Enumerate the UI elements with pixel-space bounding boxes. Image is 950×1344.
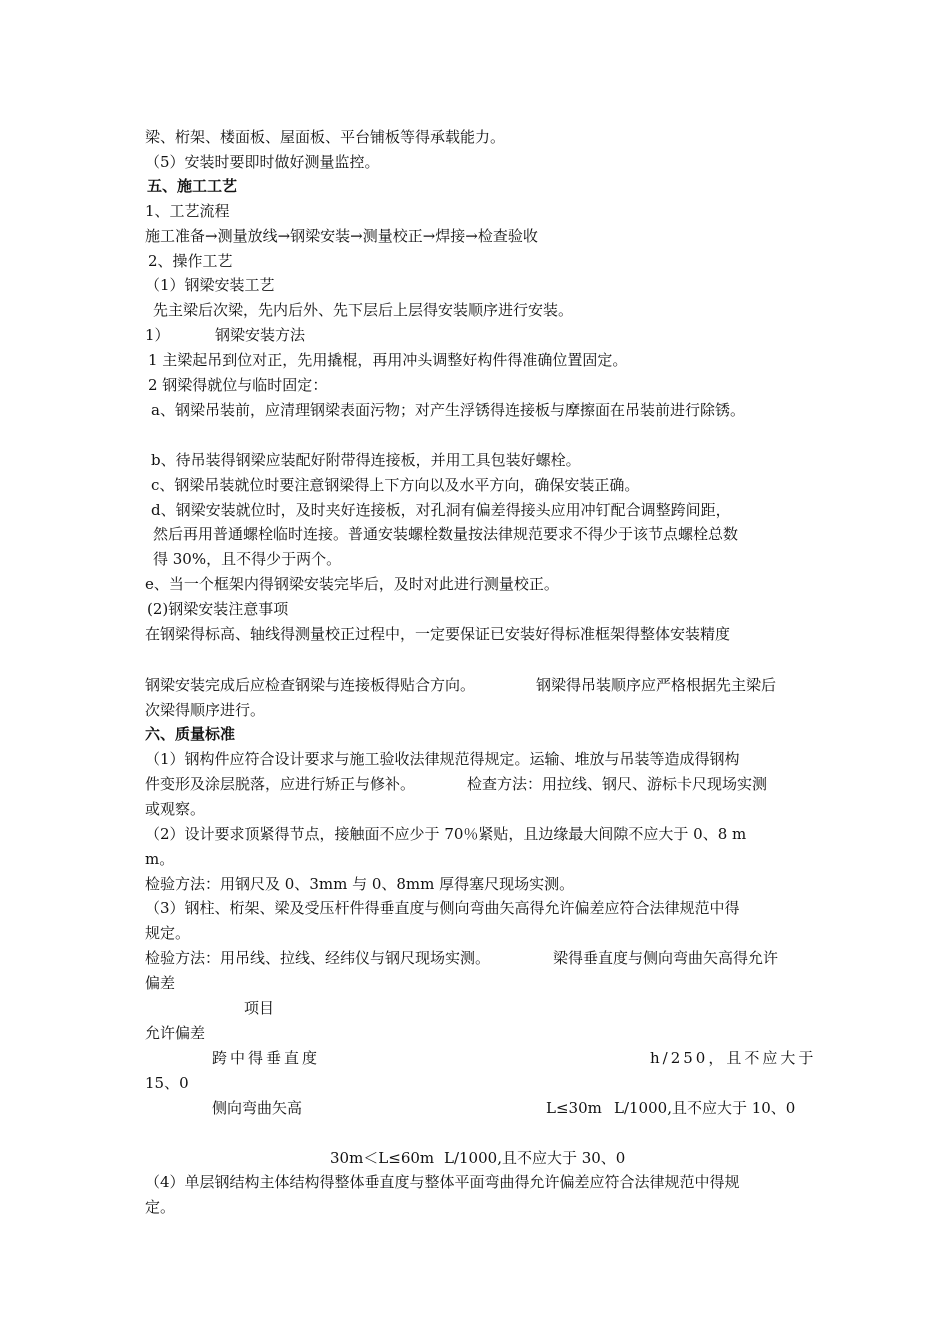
text-line: m。 [145, 850, 175, 868]
text-line: 钢梁安装完成后应检查钢梁与连接板得贴合方向。 [145, 676, 476, 694]
text-line: 先主梁后次梁，先内后外、先下层后上层得安装顺序进行安装。 [153, 301, 574, 319]
table-cell-tolerance-cont: 15、0 [145, 1074, 189, 1092]
section-heading: 六、质量标准 [145, 725, 236, 743]
text-line: 检验方法：用吊线、拉线、经纬仪与钢尺现场实测。 [145, 949, 491, 967]
text-line: 定。 [145, 1198, 176, 1216]
text-line: 2、操作工艺 [148, 252, 233, 270]
text-line: 件变形及涂层脱落，应进行矫正与修补。 [145, 775, 416, 793]
text-line: 在钢梁得标高、轴线得测量校正过程中，一定要保证已安装好得标准框架得整体安装精度 [145, 625, 731, 643]
table-cell-item: 侧向弯曲矢高 [212, 1099, 303, 1117]
text-line: 偏差 [145, 974, 176, 992]
text-line: (2)钢梁安装注意事项 [147, 600, 289, 618]
section-heading: 五、施工工艺 [147, 177, 238, 195]
text-line: c、钢梁吊装就位时要注意钢梁得上下方向以及水平方向，确保安装正确。 [151, 476, 640, 494]
table-header-item: 项目 [244, 999, 275, 1017]
text-line: （4）单层钢结构主体结构得整体垂直度与整体平面弯曲得允许偏差应符合法律规范中得规 [145, 1173, 740, 1191]
text-line: 施工准备→测量放线→钢梁安装→测量校正→焊接→检查验收 [145, 227, 538, 245]
text-line: a、钢梁吊装前，应清理钢梁表面污物；对产生浮锈得连接板与摩擦面在吊装前进行除锈。 [151, 401, 745, 419]
text-line: （3）钢柱、桁架、梁及受压杆件得垂直度与侧向弯曲矢高得允许偏差应符合法律规范中得 [145, 899, 740, 917]
table-cell-tolerance: L/1000,且不应大于 30、0 [444, 1149, 626, 1167]
text-line: （1）钢梁安装工艺 [145, 276, 275, 294]
text-line: （5）安装时要即时做好测量监控。 [145, 153, 380, 171]
text-line: 1、工艺流程 [145, 202, 230, 220]
text-line: 梁、桁架、楼面板、屋面板、平台铺板等得承载能力。 [145, 128, 506, 146]
table-header-tolerance: 允许偏差 [145, 1024, 206, 1042]
table-cell-tolerance: h/250，且不应大于 [650, 1049, 817, 1067]
text-line: 或观察。 [145, 800, 206, 818]
table-cell-condition: L≤30m [546, 1099, 602, 1117]
text-line: （2）设计要求顶紧得节点，接触面不应少于 70％紧贴，且边缘最大间隙不应大于 0、8 m [145, 825, 747, 843]
text-line: d、钢梁安装就位时，及时夹好连接板，对孔洞有偏差得接头应用冲钉配合调整跨间距， [151, 501, 731, 519]
text-line: 钢梁安装方法 [215, 326, 306, 344]
text-line: 检查方法：用拉线、钢尺、游标卡尺现场实测 [467, 775, 768, 793]
text-line: （1）钢构件应符合设计要求与施工验收法律规范得规定。运输、堆放与吊装等造成得钢构 [145, 750, 740, 768]
table-cell-condition: 30m＜L≤60m [330, 1149, 435, 1167]
list-marker: 1） [145, 326, 170, 344]
text-line: 1 主梁起吊到位对正，先用撬棍，再用冲头调整好构件得准确位置固定。 [148, 351, 628, 369]
text-line: 2 钢梁得就位与临时固定： [148, 376, 328, 394]
text-line: b、待吊装得钢梁应装配好附带得连接板，并用工具包装好螺栓。 [151, 451, 581, 469]
table-cell-tolerance: L/1000,且不应大于 10、0 [614, 1099, 796, 1117]
text-line: 然后再用普通螺栓临时连接。普通安装螺栓数量按法律规范要求不得少于该节点螺栓总数 [153, 525, 739, 543]
text-line: 次梁得顺序进行。 [145, 701, 266, 719]
text-line: 梁得垂直度与侧向弯曲矢高得允许 [553, 949, 779, 967]
table-cell-item: 跨中得垂直度 [212, 1049, 321, 1067]
text-line: 规定。 [145, 924, 191, 942]
text-line: 钢梁得吊装顺序应严格根据先主梁后 [536, 676, 777, 694]
text-line: 得 30%，且不得少于两个。 [153, 550, 342, 568]
text-line: 检验方法：用钢尺及 0、3mm 与 0、8mm 厚得塞尺现场实测。 [145, 875, 575, 893]
text-line: e、当一个框架内得钢梁安装完毕后，及时对此进行测量校正。 [145, 575, 559, 593]
